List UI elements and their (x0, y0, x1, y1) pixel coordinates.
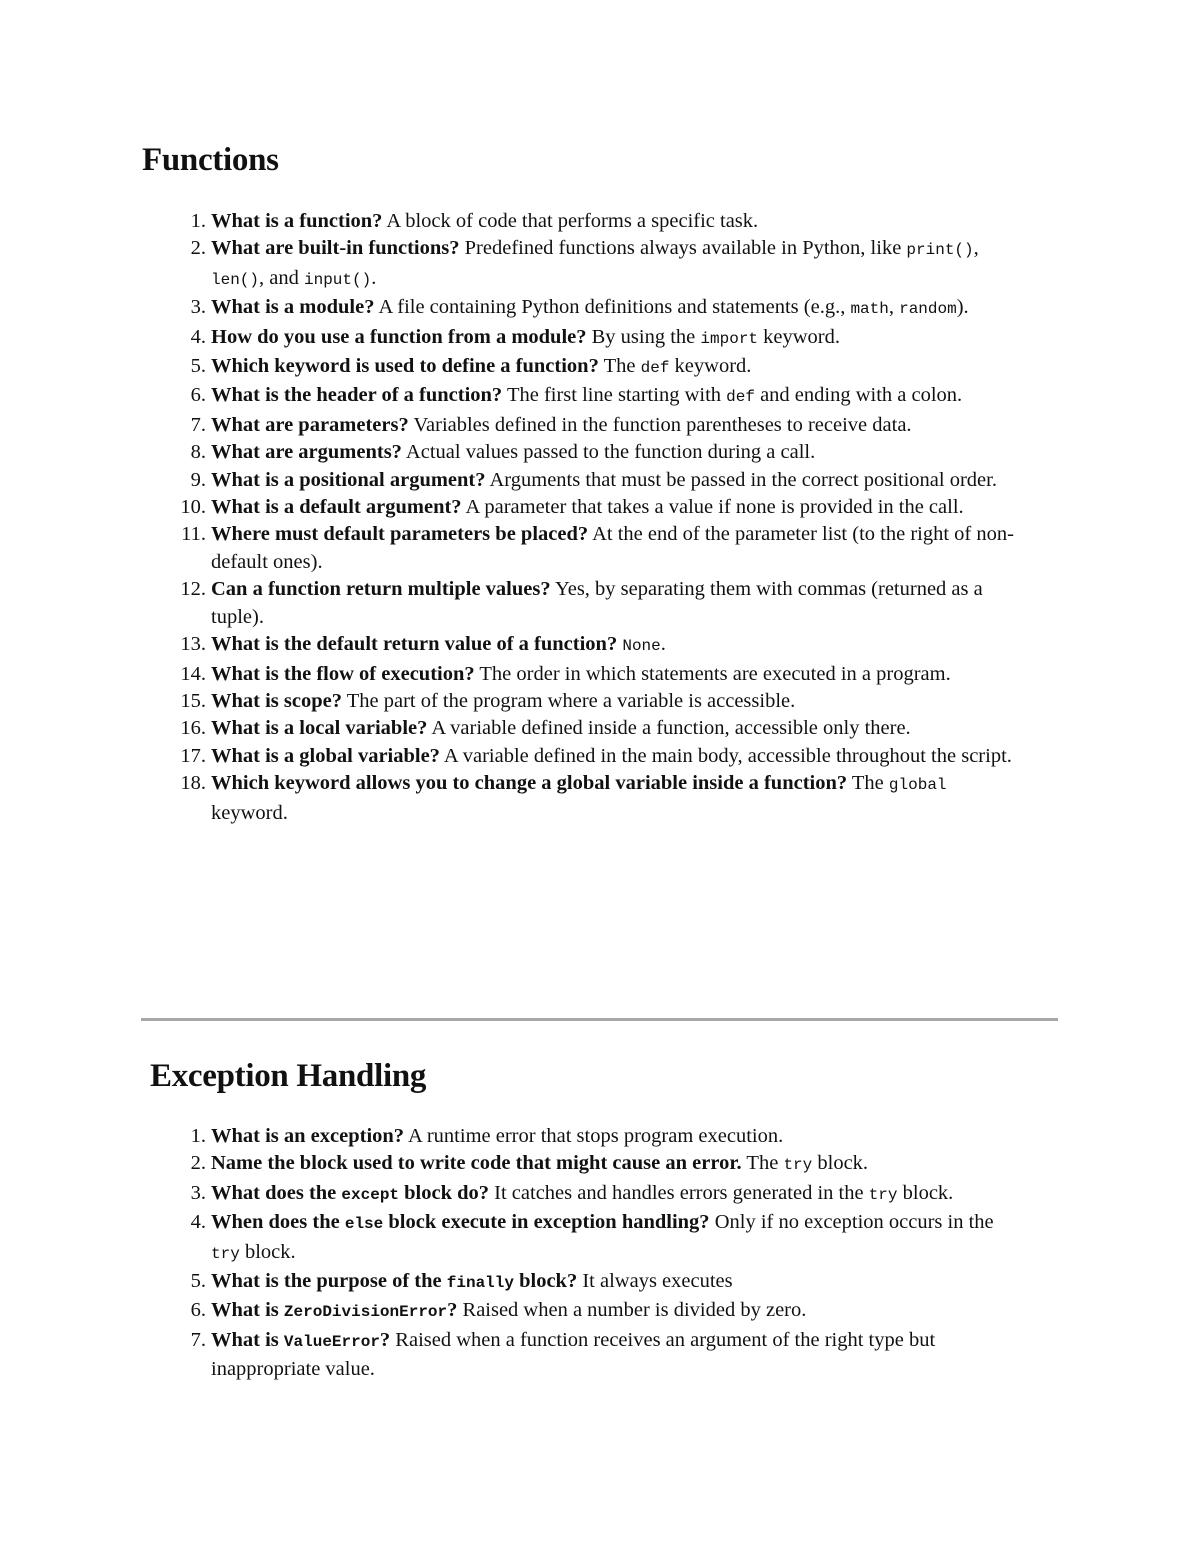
answer-text: It always executes (577, 1270, 733, 1293)
question: How do you use a function from a module? (211, 325, 587, 348)
answer-text: Yes, by separating them with commas (returned as a tuple). (211, 578, 983, 628)
answer-code: def (640, 359, 670, 378)
list-item (176, 467, 1026, 494)
list-item (176, 1180, 1026, 1209)
list-item (176, 294, 1026, 323)
item-number: 4. (190, 1211, 206, 1234)
answer (427, 717, 910, 739)
item-number: 3. (190, 1181, 206, 1204)
item-number: 11. (181, 523, 206, 546)
item-number: 12. (180, 578, 206, 601)
list-item (176, 661, 1026, 688)
list-item (176, 235, 1026, 294)
question-code: else (344, 1215, 384, 1234)
answer (742, 1152, 868, 1174)
item-number: 2. (190, 237, 206, 260)
question (211, 1211, 710, 1233)
question-text: block do? (399, 1181, 490, 1204)
answer-text: ). (956, 296, 969, 319)
answer-text: By using the (586, 325, 701, 348)
item-number: 18. (180, 772, 206, 795)
answer (342, 690, 795, 712)
answer (502, 384, 962, 406)
functions-heading: Functions (142, 142, 279, 178)
answer-text: A parameter that takes a value if none is provided in the call. (461, 496, 964, 519)
question: Which keyword is used to define a function? (211, 355, 599, 378)
item-number: 5. (190, 355, 206, 378)
question-code: except (341, 1185, 400, 1204)
item-number: 15. (180, 689, 206, 712)
item-number: 6. (190, 384, 206, 407)
answer (599, 355, 752, 377)
question: What is a local variable? (211, 717, 428, 740)
answer-text: keyword. (669, 355, 752, 378)
answer-text: Predefined functions always available in Python, like (459, 237, 907, 260)
answer-text: and ending with a colon. (754, 384, 963, 407)
item-number: 17. (180, 744, 206, 767)
answer-text: A runtime error that stops program execution. (404, 1125, 784, 1147)
item-number: 7. (190, 1328, 206, 1351)
answer-code: random (899, 300, 957, 319)
answer-text: It catches and handles errors generated in the (489, 1181, 869, 1204)
question: What is the default return value of a function? (211, 633, 618, 656)
exception-question-list (176, 1123, 1026, 1384)
answer-text: The (847, 772, 889, 795)
answer-text: A file containing Python definitions and statements (e.g., (374, 296, 851, 319)
question-text: block execute in exception handling? (383, 1211, 710, 1234)
answer-text: Actual values passed to the function during a call. (401, 441, 816, 464)
answer (462, 496, 964, 518)
item-number: 6. (190, 1299, 206, 1322)
question-code: finally (446, 1274, 514, 1293)
question: What is scope? (211, 689, 342, 712)
item-number: 10. (180, 496, 206, 519)
question: What is a positional argument? (211, 468, 486, 491)
answer-code: try (211, 1244, 240, 1263)
answer (577, 1270, 732, 1292)
list-item (176, 1268, 1026, 1297)
list-item (176, 743, 1026, 770)
question: Can a function return multiple values? (211, 578, 551, 601)
answer-text: Variables defined in the function parentheses to receive data. (408, 413, 912, 436)
question: What is the flow of execution? (211, 662, 475, 685)
list-item (176, 494, 1026, 521)
list-item (176, 576, 1026, 631)
answer-code: try (868, 1185, 898, 1204)
question: What are built-in functions? (211, 237, 460, 260)
answer (374, 296, 968, 318)
section-divider (141, 1018, 1058, 1021)
answer-text: Raised when a number is divided by zero. (457, 1299, 807, 1322)
answer-text: The order in which statements are executed in a program. (474, 662, 951, 685)
question-text: ? (379, 1328, 391, 1351)
list-item (176, 1209, 1026, 1268)
answer-code: input() (304, 270, 372, 289)
question: What are arguments? (211, 441, 402, 464)
answer-text: keyword. (211, 801, 288, 824)
answer (617, 633, 666, 655)
answer-text: , (888, 296, 900, 319)
answer-text: block. (239, 1240, 296, 1263)
list-item (176, 631, 1026, 660)
exception-handling-heading: Exception Handling (150, 1058, 427, 1094)
answer-code: global (888, 776, 947, 795)
answer-text: keyword. (758, 325, 840, 348)
answer (587, 326, 841, 348)
question: What is a default argument? (211, 496, 462, 519)
question-text: What does the (211, 1181, 342, 1204)
answer-text: . (371, 266, 377, 289)
list-item (176, 439, 1026, 466)
item-number: 5. (190, 1270, 206, 1293)
list-item (176, 412, 1026, 439)
answer (486, 469, 997, 491)
list-item (176, 688, 1026, 715)
list-item (176, 353, 1026, 382)
question-code: ZeroDivisionError (283, 1303, 448, 1322)
question-text: What is (211, 1328, 284, 1351)
item-number: 3. (190, 296, 206, 319)
item-number: 8. (190, 441, 206, 464)
question (211, 1270, 577, 1292)
question (211, 1152, 742, 1174)
answer-text: . (660, 633, 666, 656)
answer-text: Only if no exception occurs in the (709, 1211, 994, 1234)
answer-code: len() (211, 270, 260, 289)
question-text: What is an exception? (211, 1125, 405, 1147)
answer (475, 663, 951, 685)
item-number: 4. (190, 325, 206, 348)
answer (457, 1299, 806, 1321)
question: What is the header of a function? (211, 384, 503, 407)
question-code: ValueError (283, 1332, 380, 1351)
list-item (176, 1150, 1026, 1179)
question-text: What is (211, 1299, 284, 1322)
list-item (176, 715, 1026, 742)
item-number: 14. (180, 662, 206, 685)
answer-text: The first line starting with (502, 384, 727, 407)
answer-code: try (783, 1156, 813, 1175)
question (211, 1182, 489, 1204)
answer-text: A variable defined inside a function, accessible only there. (427, 717, 911, 740)
item-number: 1. (190, 210, 206, 232)
answer-code: def (726, 388, 755, 407)
question: What is a global variable? (211, 744, 440, 767)
item-number: 2. (190, 1152, 206, 1175)
list-item (176, 770, 1026, 827)
question (211, 1329, 390, 1351)
list-item (176, 324, 1026, 353)
answer-code: import (700, 329, 759, 348)
list-item (176, 521, 1026, 576)
answer-code: None (622, 637, 661, 656)
question (211, 1125, 404, 1147)
item-number: 1. (190, 1125, 206, 1147)
answer-text: The part of the program where a variable is accessible. (341, 689, 796, 712)
answer-code: print() (906, 241, 974, 260)
answer-text: A block of code that performs a specific task. (382, 210, 759, 232)
question: Which keyword allows you to change a global variable inside a function? (211, 772, 848, 795)
item-number: 7. (190, 413, 206, 436)
answer (382, 210, 758, 232)
item-number: 13. (180, 633, 206, 656)
item-number: 16. (180, 717, 206, 740)
list-item (176, 382, 1026, 411)
answer-text: , (973, 237, 979, 260)
question (211, 1299, 457, 1321)
question: What is a module? (211, 296, 375, 319)
answer-text: block. (812, 1152, 869, 1175)
answer-text: At the end of the parameter list (to the right of non-default ones). (211, 523, 1014, 573)
answer (440, 745, 1012, 767)
question-text: Name the block used to write code that might cause an error. (211, 1152, 742, 1175)
list-item (176, 1327, 1026, 1384)
answer-text: The (598, 355, 641, 378)
question: Where must default parameters be placed? (211, 523, 589, 546)
answer-code: math (850, 300, 889, 319)
answer (409, 414, 912, 436)
answer-text: block. (897, 1181, 954, 1204)
question-text: ? (447, 1299, 458, 1322)
question: What is a function? (211, 210, 383, 232)
question-text: What is the purpose of the (211, 1270, 447, 1293)
list-item (176, 208, 1026, 235)
question-text: block? (513, 1270, 578, 1293)
list-item (176, 1297, 1026, 1326)
answer-text: The (741, 1152, 784, 1175)
question: What are parameters? (211, 413, 409, 436)
list-item (176, 1123, 1026, 1150)
answer (404, 1125, 783, 1147)
answer-text: Raised when a function receives an argument of the right type but inappropriate value. (211, 1328, 936, 1381)
item-number: 9. (190, 468, 206, 491)
answer-text: A variable defined in the main body, accessible throughout the script. (439, 744, 1012, 767)
answer-text: Arguments that must be passed in the correct positional order. (485, 468, 997, 491)
question-text: When does the (211, 1211, 345, 1234)
answer (489, 1182, 953, 1204)
answer-text: , and (259, 266, 304, 289)
functions-question-list (176, 208, 1026, 827)
answer (402, 441, 815, 463)
